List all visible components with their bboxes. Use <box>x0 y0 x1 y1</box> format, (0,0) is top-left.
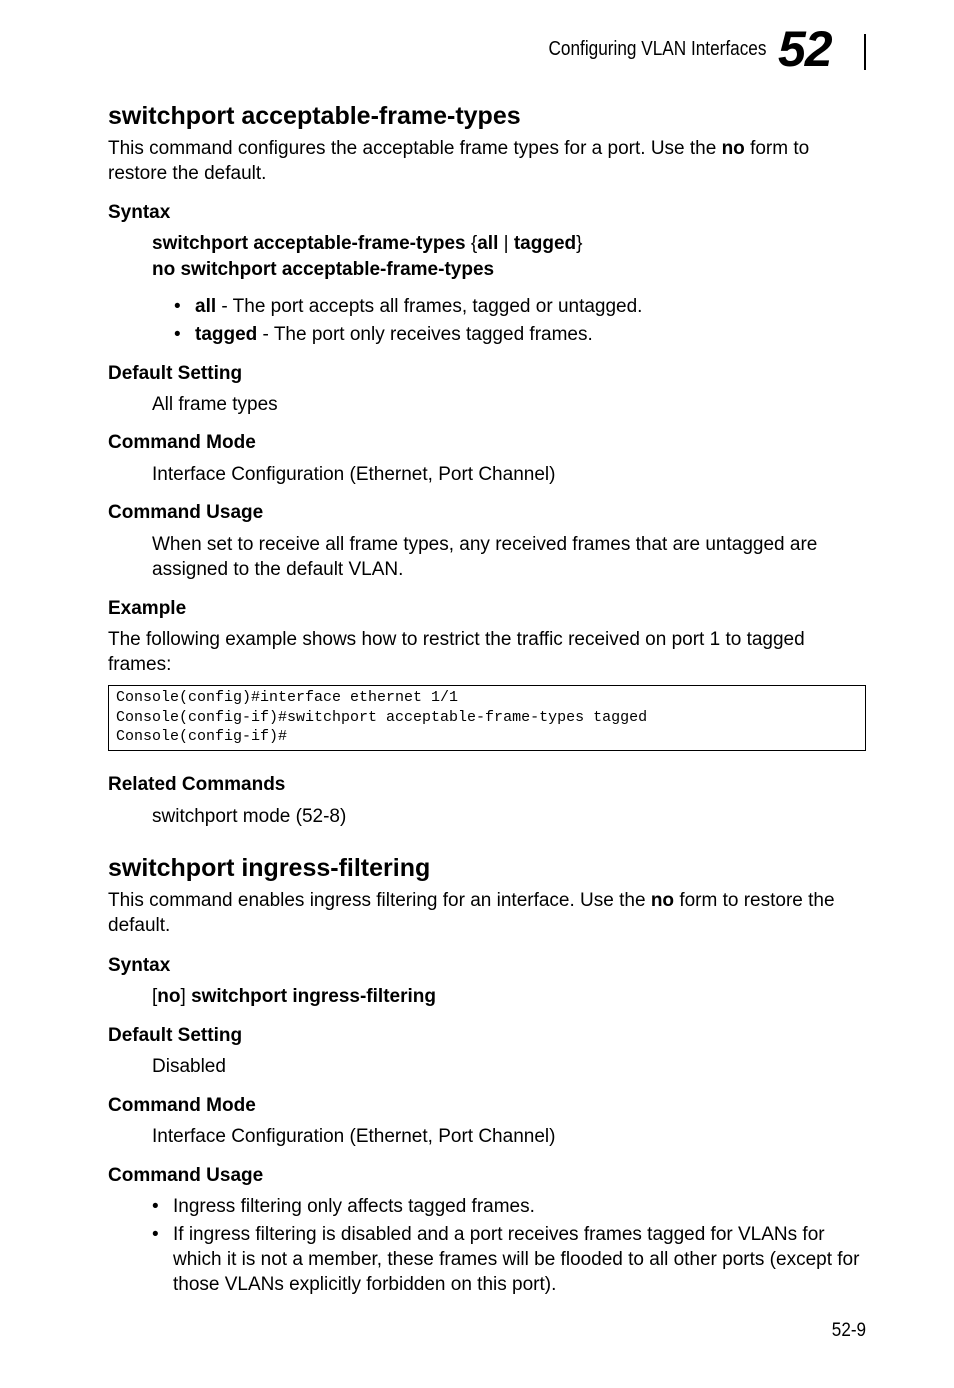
section2-default-value: Disabled <box>152 1056 226 1077</box>
section1-usage-heading: Command Usage <box>108 502 264 523</box>
bullet-icon: • <box>152 1196 159 1217</box>
page-number: 52-9 <box>831 1320 866 1341</box>
section2-description: This command enables ingress filtering for an interface. Use the no form to restore the default. <box>108 890 835 936</box>
section1-mode-heading: Command Mode <box>108 432 256 453</box>
section1-example-text: The following example shows how to restrict the traffic received on port 1 to tagged frames: <box>108 629 805 675</box>
section-title-ingress-filtering: switchport ingress-filtering <box>108 854 431 882</box>
section2-default-heading: Default Setting <box>108 1025 243 1046</box>
code-example <box>108 685 866 751</box>
section1-syntax-line1: switchport acceptable-frame-types {all | tagged} <box>152 233 583 254</box>
section1-syntax-heading: Syntax <box>108 202 171 223</box>
bullet-icon: • <box>174 296 181 317</box>
section1-syntax-line2: no switchport acceptable-frame-types <box>152 259 495 280</box>
section1-example-heading: Example <box>108 598 187 619</box>
section2-mode-heading: Command Mode <box>108 1095 256 1116</box>
section2-mode-value: Interface Configuration (Ethernet, Port Channel) <box>152 1126 556 1147</box>
chapter-number: 52 <box>778 21 832 77</box>
bullet-icon: • <box>174 324 181 345</box>
code-line: Console(config-if)#switchport acceptable-frame-types tagged <box>116 709 648 726</box>
section2-syntax-heading: Syntax <box>108 955 171 976</box>
related-command-link[interactable]: switchport mode (52-8) <box>152 806 347 827</box>
section1-mode-value: Interface Configuration (Ethernet, Port Channel) <box>152 464 556 485</box>
code-line: Console(config-if)# <box>116 728 288 745</box>
section1-default-heading: Default Setting <box>108 363 243 384</box>
section2-usage-heading: Command Usage <box>108 1165 264 1186</box>
section-title-acceptable-frame-types: switchport acceptable-frame-types <box>108 102 521 130</box>
section1-related-heading: Related Commands <box>108 774 286 795</box>
section2-syntax-line: [no] switchport ingress-filtering <box>152 986 436 1007</box>
section1-default-value: All frame types <box>152 394 278 415</box>
running-header-title: Configuring VLAN Interfaces <box>548 38 766 60</box>
bullet-icon: • <box>152 1224 159 1245</box>
header-divider <box>864 34 866 70</box>
code-line: Console(config)#interface ethernet 1/1 <box>116 689 459 706</box>
section1-usage-text: When set to receive all frame types, any received frames that are untagged are assigned to the default VLAN. <box>152 534 818 580</box>
section1-description: This command configures the acceptable frame types for a port. Use the no form to restore the default. <box>108 138 810 184</box>
